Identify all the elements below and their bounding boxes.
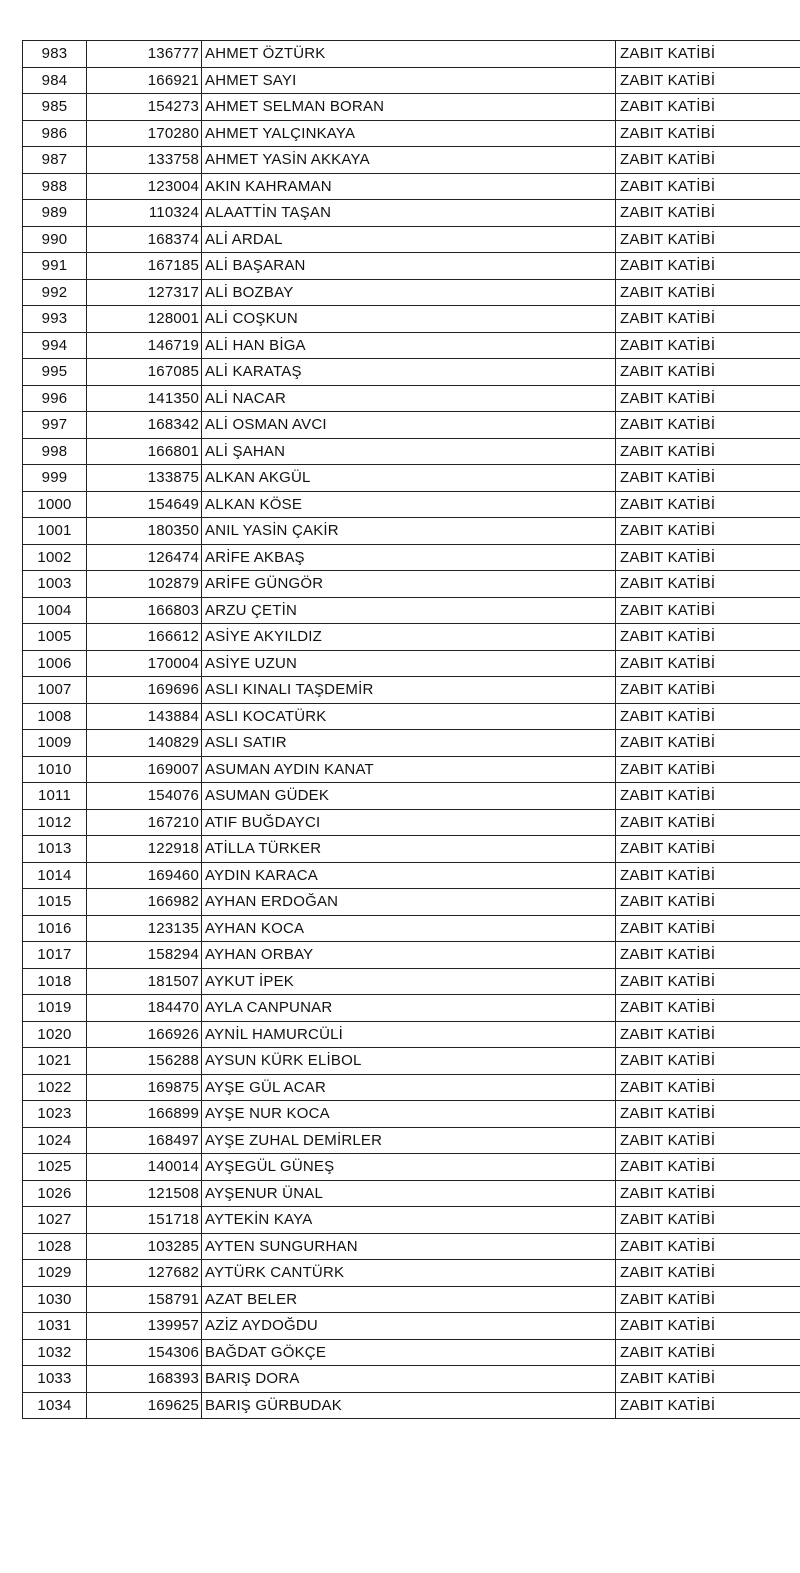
row-number-cell: 983 bbox=[23, 41, 87, 68]
table-row bbox=[23, 412, 800, 439]
table-row bbox=[23, 995, 800, 1022]
row-number-cell: 993 bbox=[23, 306, 87, 333]
job-title-cell: ZABIT KATİBİ bbox=[616, 889, 800, 916]
registry-number-cell: 158294 bbox=[87, 942, 202, 969]
person-name-cell: AYŞENUR ÜNAL bbox=[202, 1180, 616, 1207]
row-number-cell: 1024 bbox=[23, 1127, 87, 1154]
row-number-cell: 1013 bbox=[23, 836, 87, 863]
job-title-cell: ZABIT KATİBİ bbox=[616, 1260, 800, 1287]
table-row bbox=[23, 1339, 800, 1366]
registry-number-cell: 140014 bbox=[87, 1154, 202, 1181]
person-name-cell: AHMET ÖZTÜRK bbox=[202, 41, 616, 68]
registry-number-cell: 126474 bbox=[87, 544, 202, 571]
table-row bbox=[23, 889, 800, 916]
row-number-cell: 1030 bbox=[23, 1286, 87, 1313]
person-name-cell: AHMET YASİN AKKAYA bbox=[202, 147, 616, 174]
document-sheet bbox=[22, 40, 800, 1419]
row-number-cell: 1003 bbox=[23, 571, 87, 598]
registry-number-cell: 169007 bbox=[87, 756, 202, 783]
registry-number-cell: 168342 bbox=[87, 412, 202, 439]
person-name-cell: AYNİL HAMURCÜLİ bbox=[202, 1021, 616, 1048]
job-title-cell: ZABIT KATİBİ bbox=[616, 491, 800, 518]
job-title-cell: ZABIT KATİBİ bbox=[616, 677, 800, 704]
job-title-cell: ZABIT KATİBİ bbox=[616, 544, 800, 571]
row-number-cell: 990 bbox=[23, 226, 87, 253]
person-name-cell: ALİ NACAR bbox=[202, 385, 616, 412]
row-number-cell: 984 bbox=[23, 67, 87, 94]
registry-number-cell: 140829 bbox=[87, 730, 202, 757]
job-title-cell: ZABIT KATİBİ bbox=[616, 995, 800, 1022]
registry-number-cell: 154306 bbox=[87, 1339, 202, 1366]
job-title-cell: ZABIT KATİBİ bbox=[616, 412, 800, 439]
registry-number-cell: 102879 bbox=[87, 571, 202, 598]
table-row bbox=[23, 544, 800, 571]
job-title-cell: ZABIT KATİBİ bbox=[616, 147, 800, 174]
job-title-cell: ZABIT KATİBİ bbox=[616, 624, 800, 651]
person-name-cell: ARİFE AKBAŞ bbox=[202, 544, 616, 571]
registry-number-cell: 123135 bbox=[87, 915, 202, 942]
job-title-cell: ZABIT KATİBİ bbox=[616, 1021, 800, 1048]
table-row bbox=[23, 67, 800, 94]
table-row bbox=[23, 200, 800, 227]
registry-number-cell: 141350 bbox=[87, 385, 202, 412]
registry-number-cell: 184470 bbox=[87, 995, 202, 1022]
person-name-cell: ANIL YASİN ÇAKİR bbox=[202, 518, 616, 545]
row-number-cell: 1015 bbox=[23, 889, 87, 916]
person-name-cell: AYSUN KÜRK ELİBOL bbox=[202, 1048, 616, 1075]
registry-number-cell: 139957 bbox=[87, 1313, 202, 1340]
person-name-cell: ALİ HAN BİGA bbox=[202, 332, 616, 359]
row-number-cell: 989 bbox=[23, 200, 87, 227]
row-number-cell: 1009 bbox=[23, 730, 87, 757]
person-name-cell: ASLI SATIR bbox=[202, 730, 616, 757]
row-number-cell: 988 bbox=[23, 173, 87, 200]
row-number-cell: 1012 bbox=[23, 809, 87, 836]
person-name-cell: ARZU ÇETİN bbox=[202, 597, 616, 624]
person-name-cell: BARIŞ GÜRBUDAK bbox=[202, 1392, 616, 1419]
person-name-cell: ASİYE UZUN bbox=[202, 650, 616, 677]
registry-number-cell: 169460 bbox=[87, 862, 202, 889]
registry-number-cell: 167085 bbox=[87, 359, 202, 386]
registry-number-cell: 110324 bbox=[87, 200, 202, 227]
table-row bbox=[23, 1127, 800, 1154]
registry-number-cell: 127317 bbox=[87, 279, 202, 306]
job-title-cell: ZABIT KATİBİ bbox=[616, 597, 800, 624]
row-number-cell: 986 bbox=[23, 120, 87, 147]
person-name-cell: ARİFE GÜNGÖR bbox=[202, 571, 616, 598]
job-title-cell: ZABIT KATİBİ bbox=[616, 730, 800, 757]
registry-number-cell: 103285 bbox=[87, 1233, 202, 1260]
registry-number-cell: 166801 bbox=[87, 438, 202, 465]
row-number-cell: 1002 bbox=[23, 544, 87, 571]
job-title-cell: ZABIT KATİBİ bbox=[616, 518, 800, 545]
table-row bbox=[23, 385, 800, 412]
table-row bbox=[23, 173, 800, 200]
person-name-cell: ASLI KINALI TAŞDEMİR bbox=[202, 677, 616, 704]
job-title-cell: ZABIT KATİBİ bbox=[616, 1313, 800, 1340]
person-name-cell: ASUMAN GÜDEK bbox=[202, 783, 616, 810]
table-row bbox=[23, 1021, 800, 1048]
job-title-cell: ZABIT KATİBİ bbox=[616, 385, 800, 412]
row-number-cell: 1034 bbox=[23, 1392, 87, 1419]
person-name-cell: AYKUT İPEK bbox=[202, 968, 616, 995]
person-name-cell: AYTEKİN KAYA bbox=[202, 1207, 616, 1234]
person-name-cell: AYŞE ZUHAL DEMİRLER bbox=[202, 1127, 616, 1154]
job-title-cell: ZABIT KATİBİ bbox=[616, 650, 800, 677]
person-name-cell: AYTÜRK CANTÜRK bbox=[202, 1260, 616, 1287]
registry-number-cell: 136777 bbox=[87, 41, 202, 68]
person-name-cell: AYŞEGÜL GÜNEŞ bbox=[202, 1154, 616, 1181]
table-row bbox=[23, 597, 800, 624]
job-title-cell: ZABIT KATİBİ bbox=[616, 279, 800, 306]
registry-number-cell: 166926 bbox=[87, 1021, 202, 1048]
table-row bbox=[23, 1286, 800, 1313]
job-title-cell: ZABIT KATİBİ bbox=[616, 1339, 800, 1366]
table-row bbox=[23, 942, 800, 969]
job-title-cell: ZABIT KATİBİ bbox=[616, 226, 800, 253]
registry-number-cell: 169625 bbox=[87, 1392, 202, 1419]
registry-number-cell: 154076 bbox=[87, 783, 202, 810]
registry-number-cell: 146719 bbox=[87, 332, 202, 359]
person-name-cell: AHMET YALÇINKAYA bbox=[202, 120, 616, 147]
row-number-cell: 997 bbox=[23, 412, 87, 439]
row-number-cell: 1016 bbox=[23, 915, 87, 942]
job-title-cell: ZABIT KATİBİ bbox=[616, 783, 800, 810]
table-row bbox=[23, 147, 800, 174]
job-title-cell: ZABIT KATİBİ bbox=[616, 253, 800, 280]
table-row bbox=[23, 703, 800, 730]
registry-number-cell: 154649 bbox=[87, 491, 202, 518]
job-title-cell: ZABIT KATİBİ bbox=[616, 438, 800, 465]
person-name-cell: AKIN KAHRAMAN bbox=[202, 173, 616, 200]
row-number-cell: 1025 bbox=[23, 1154, 87, 1181]
job-title-cell: ZABIT KATİBİ bbox=[616, 1101, 800, 1128]
person-name-cell: ATIF BUĞDAYCI bbox=[202, 809, 616, 836]
person-name-cell: ALKAN KÖSE bbox=[202, 491, 616, 518]
person-name-cell: BARIŞ DORA bbox=[202, 1366, 616, 1393]
table-row bbox=[23, 650, 800, 677]
row-number-cell: 994 bbox=[23, 332, 87, 359]
row-number-cell: 1000 bbox=[23, 491, 87, 518]
row-number-cell: 1027 bbox=[23, 1207, 87, 1234]
job-title-cell: ZABIT KATİBİ bbox=[616, 942, 800, 969]
row-number-cell: 1017 bbox=[23, 942, 87, 969]
table-row bbox=[23, 571, 800, 598]
table-row bbox=[23, 518, 800, 545]
person-name-cell: AYHAN KOCA bbox=[202, 915, 616, 942]
row-number-cell: 1018 bbox=[23, 968, 87, 995]
row-number-cell: 1011 bbox=[23, 783, 87, 810]
person-name-cell: ALİ BAŞARAN bbox=[202, 253, 616, 280]
table-row bbox=[23, 1074, 800, 1101]
registry-number-cell: 167210 bbox=[87, 809, 202, 836]
person-name-cell: AHMET SAYI bbox=[202, 67, 616, 94]
job-title-cell: ZABIT KATİBİ bbox=[616, 173, 800, 200]
table-row bbox=[23, 1313, 800, 1340]
person-name-cell: ALİ BOZBAY bbox=[202, 279, 616, 306]
job-title-cell: ZABIT KATİBİ bbox=[616, 703, 800, 730]
personnel-table bbox=[22, 40, 800, 1419]
row-number-cell: 992 bbox=[23, 279, 87, 306]
registry-number-cell: 180350 bbox=[87, 518, 202, 545]
row-number-cell: 985 bbox=[23, 94, 87, 121]
job-title-cell: ZABIT KATİBİ bbox=[616, 1154, 800, 1181]
registry-number-cell: 133758 bbox=[87, 147, 202, 174]
job-title-cell: ZABIT KATİBİ bbox=[616, 120, 800, 147]
table-row bbox=[23, 1392, 800, 1419]
person-name-cell: ALİ ŞAHAN bbox=[202, 438, 616, 465]
table-row bbox=[23, 915, 800, 942]
table-row bbox=[23, 836, 800, 863]
row-number-cell: 995 bbox=[23, 359, 87, 386]
person-name-cell: AYTEN SUNGURHAN bbox=[202, 1233, 616, 1260]
row-number-cell: 1020 bbox=[23, 1021, 87, 1048]
row-number-cell: 1032 bbox=[23, 1339, 87, 1366]
person-name-cell: ATİLLA TÜRKER bbox=[202, 836, 616, 863]
person-name-cell: AYŞE GÜL ACAR bbox=[202, 1074, 616, 1101]
person-name-cell: ALAATTİN TAŞAN bbox=[202, 200, 616, 227]
table-row bbox=[23, 624, 800, 651]
job-title-cell: ZABIT KATİBİ bbox=[616, 1233, 800, 1260]
registry-number-cell: 170280 bbox=[87, 120, 202, 147]
row-number-cell: 1021 bbox=[23, 1048, 87, 1075]
registry-number-cell: 133875 bbox=[87, 465, 202, 492]
registry-number-cell: 170004 bbox=[87, 650, 202, 677]
job-title-cell: ZABIT KATİBİ bbox=[616, 332, 800, 359]
registry-number-cell: 128001 bbox=[87, 306, 202, 333]
row-number-cell: 1028 bbox=[23, 1233, 87, 1260]
table-row bbox=[23, 730, 800, 757]
job-title-cell: ZABIT KATİBİ bbox=[616, 836, 800, 863]
table-row bbox=[23, 279, 800, 306]
job-title-cell: ZABIT KATİBİ bbox=[616, 1074, 800, 1101]
person-name-cell: AYŞE NUR KOCA bbox=[202, 1101, 616, 1128]
person-name-cell: AZAT BELER bbox=[202, 1286, 616, 1313]
row-number-cell: 1005 bbox=[23, 624, 87, 651]
person-name-cell: BAĞDAT GÖKÇE bbox=[202, 1339, 616, 1366]
registry-number-cell: 166982 bbox=[87, 889, 202, 916]
row-number-cell: 1019 bbox=[23, 995, 87, 1022]
table-row bbox=[23, 465, 800, 492]
row-number-cell: 999 bbox=[23, 465, 87, 492]
table-row bbox=[23, 1366, 800, 1393]
row-number-cell: 991 bbox=[23, 253, 87, 280]
table-row bbox=[23, 756, 800, 783]
person-name-cell: AYLA CANPUNAR bbox=[202, 995, 616, 1022]
table-row bbox=[23, 809, 800, 836]
registry-number-cell: 166899 bbox=[87, 1101, 202, 1128]
registry-number-cell: 158791 bbox=[87, 1286, 202, 1313]
registry-number-cell: 127682 bbox=[87, 1260, 202, 1287]
job-title-cell: ZABIT KATİBİ bbox=[616, 200, 800, 227]
registry-number-cell: 168497 bbox=[87, 1127, 202, 1154]
table-row bbox=[23, 332, 800, 359]
job-title-cell: ZABIT KATİBİ bbox=[616, 359, 800, 386]
table-row bbox=[23, 1233, 800, 1260]
person-name-cell: ALKAN AKGÜL bbox=[202, 465, 616, 492]
registry-number-cell: 169875 bbox=[87, 1074, 202, 1101]
person-name-cell: AYHAN ERDOĞAN bbox=[202, 889, 616, 916]
row-number-cell: 1014 bbox=[23, 862, 87, 889]
job-title-cell: ZABIT KATİBİ bbox=[616, 756, 800, 783]
job-title-cell: ZABIT KATİBİ bbox=[616, 862, 800, 889]
job-title-cell: ZABIT KATİBİ bbox=[616, 465, 800, 492]
row-number-cell: 1010 bbox=[23, 756, 87, 783]
table-row bbox=[23, 1154, 800, 1181]
job-title-cell: ZABIT KATİBİ bbox=[616, 94, 800, 121]
row-number-cell: 1031 bbox=[23, 1313, 87, 1340]
job-title-cell: ZABIT KATİBİ bbox=[616, 1366, 800, 1393]
registry-number-cell: 151718 bbox=[87, 1207, 202, 1234]
table-row bbox=[23, 359, 800, 386]
table-row bbox=[23, 120, 800, 147]
registry-number-cell: 181507 bbox=[87, 968, 202, 995]
registry-number-cell: 166803 bbox=[87, 597, 202, 624]
row-number-cell: 1006 bbox=[23, 650, 87, 677]
job-title-cell: ZABIT KATİBİ bbox=[616, 306, 800, 333]
job-title-cell: ZABIT KATİBİ bbox=[616, 809, 800, 836]
registry-number-cell: 123004 bbox=[87, 173, 202, 200]
registry-number-cell: 168393 bbox=[87, 1366, 202, 1393]
registry-number-cell: 156288 bbox=[87, 1048, 202, 1075]
job-title-cell: ZABIT KATİBİ bbox=[616, 968, 800, 995]
registry-number-cell: 143884 bbox=[87, 703, 202, 730]
job-title-cell: ZABIT KATİBİ bbox=[616, 1048, 800, 1075]
person-name-cell: ASİYE AKYILDIZ bbox=[202, 624, 616, 651]
registry-number-cell: 167185 bbox=[87, 253, 202, 280]
person-name-cell: ALİ ARDAL bbox=[202, 226, 616, 253]
person-name-cell: AHMET SELMAN BORAN bbox=[202, 94, 616, 121]
registry-number-cell: 166612 bbox=[87, 624, 202, 651]
table-row bbox=[23, 41, 800, 68]
table-row bbox=[23, 226, 800, 253]
table-row bbox=[23, 253, 800, 280]
table-row bbox=[23, 306, 800, 333]
registry-number-cell: 121508 bbox=[87, 1180, 202, 1207]
row-number-cell: 1001 bbox=[23, 518, 87, 545]
job-title-cell: ZABIT KATİBİ bbox=[616, 1392, 800, 1419]
table-row bbox=[23, 968, 800, 995]
registry-number-cell: 166921 bbox=[87, 67, 202, 94]
row-number-cell: 1023 bbox=[23, 1101, 87, 1128]
table-row bbox=[23, 862, 800, 889]
person-name-cell: AZİZ AYDOĞDU bbox=[202, 1313, 616, 1340]
registry-number-cell: 168374 bbox=[87, 226, 202, 253]
row-number-cell: 987 bbox=[23, 147, 87, 174]
job-title-cell: ZABIT KATİBİ bbox=[616, 571, 800, 598]
registry-number-cell: 169696 bbox=[87, 677, 202, 704]
table-row bbox=[23, 438, 800, 465]
job-title-cell: ZABIT KATİBİ bbox=[616, 1127, 800, 1154]
job-title-cell: ZABIT KATİBİ bbox=[616, 41, 800, 68]
person-name-cell: ASLI KOCATÜRK bbox=[202, 703, 616, 730]
row-number-cell: 1004 bbox=[23, 597, 87, 624]
table-row bbox=[23, 491, 800, 518]
person-name-cell: ALİ COŞKUN bbox=[202, 306, 616, 333]
person-name-cell: ALİ OSMAN AVCI bbox=[202, 412, 616, 439]
row-number-cell: 1007 bbox=[23, 677, 87, 704]
table-row bbox=[23, 1207, 800, 1234]
job-title-cell: ZABIT KATİBİ bbox=[616, 1207, 800, 1234]
table-row bbox=[23, 1180, 800, 1207]
job-title-cell: ZABIT KATİBİ bbox=[616, 1180, 800, 1207]
table-row bbox=[23, 677, 800, 704]
personnel-table-body bbox=[23, 41, 800, 1419]
row-number-cell: 1026 bbox=[23, 1180, 87, 1207]
row-number-cell: 1022 bbox=[23, 1074, 87, 1101]
registry-number-cell: 122918 bbox=[87, 836, 202, 863]
table-row bbox=[23, 1101, 800, 1128]
job-title-cell: ZABIT KATİBİ bbox=[616, 915, 800, 942]
registry-number-cell: 154273 bbox=[87, 94, 202, 121]
table-row bbox=[23, 94, 800, 121]
person-name-cell: ALİ KARATAŞ bbox=[202, 359, 616, 386]
table-row bbox=[23, 1048, 800, 1075]
person-name-cell: AYHAN ORBAY bbox=[202, 942, 616, 969]
row-number-cell: 996 bbox=[23, 385, 87, 412]
row-number-cell: 998 bbox=[23, 438, 87, 465]
row-number-cell: 1033 bbox=[23, 1366, 87, 1393]
table-row bbox=[23, 1260, 800, 1287]
job-title-cell: ZABIT KATİBİ bbox=[616, 67, 800, 94]
person-name-cell: ASUMAN AYDIN KANAT bbox=[202, 756, 616, 783]
row-number-cell: 1029 bbox=[23, 1260, 87, 1287]
job-title-cell: ZABIT KATİBİ bbox=[616, 1286, 800, 1313]
row-number-cell: 1008 bbox=[23, 703, 87, 730]
table-row bbox=[23, 783, 800, 810]
person-name-cell: AYDIN KARACA bbox=[202, 862, 616, 889]
